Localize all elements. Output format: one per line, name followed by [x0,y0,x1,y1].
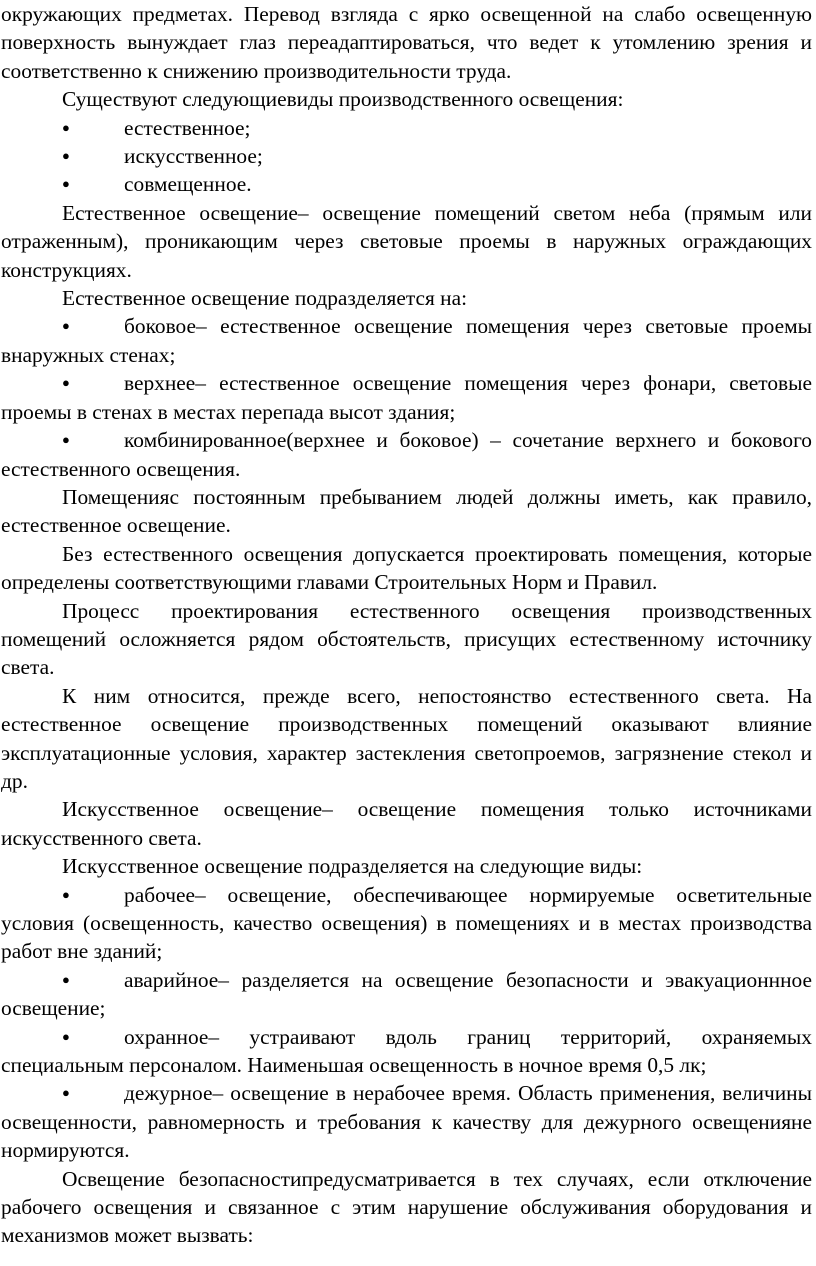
list-item [1,114,812,142]
bullet-icon: ● [62,318,70,334]
bullet-icon: ● [62,176,70,192]
bullet-icon: ● [62,1028,70,1044]
list-item-text: аварийное– разделяется на освещение безопасности и эвакуационнное освещение; [1,967,812,1021]
list-item-text: рабочее– освещение, обеспечивающее нормируемые осветительные условия (освещенность, качество освещения) в помещениях и в местах производства работ вне зданий; [1,882,812,964]
list-item-text: охранное– устраивают вдоль границ территорий, охраняемых специальным персоналом. Наименьшая освещенность в ночное время 0,5 лк; [1,1024,812,1078]
list-item [1,1023,812,1080]
list-item [1,966,812,1023]
text-paragraph: Без естественного освещения допускается проектировать помещения, которые определены соответствующими главами Строительных Норм и Правил. [1,541,812,595]
list-item-text: верхнее– естественное освещение помещения через фонари, световые проемы в стенах в местах перепада высот здания; [1,371,812,424]
bullet-icon: ● [62,119,70,135]
list-item [1,426,812,483]
bullet-icon: ● [62,375,70,391]
list-item [1,369,812,426]
list-item-text: дежурное– освещение в нерабочее время. Область применения, величины освещенности, равномерность и требования к качеству для дежурного освещенияне нормируются. [1,1081,812,1163]
list-item-text: боковое– естественное освещение помещения через световые проемы внаружных стенах; [1,314,812,367]
bullet-icon: ● [62,432,70,448]
text-paragraph: Естественное освещение подразделяется на: [62,286,468,311]
list-item [1,881,812,966]
bullet-icon: ● [62,971,70,987]
list-item-text: естественное; [124,115,251,140]
bullet-icon: ● [62,886,70,902]
list-item [1,1079,812,1164]
list-item-text: комбинированное(верхнее и боковое) – сочетание верхнего и бокового естественного освещения. [1,428,812,481]
bullet-icon: ● [62,1085,70,1101]
text-paragraph: Процесс проектирования естественного освещения производственных помещений осложняется рядом обстоятельств, присущих естественному источнику света. [1,598,812,680]
text-paragraph: окружающих предметах. Перевод взгляда с ярко освещенной на слабо освещенную поверхность вынуждает глаз переадаптироваться, что ведет к утомлению зрения и соответственно к снижению производительности труда. [1,2,812,83]
text-paragraph: К ним относится, прежде всего, непостоянство естественного света. На естественное освещение производственных помещений оказывают влияние эксплуатационные условия, характер застекления светопроемов, загрязнение стекол и др. [1,683,812,793]
bullet-icon: ● [62,148,70,164]
text-paragraph: Существуют следующиевиды производственного освещения: [62,87,624,112]
list-item [1,170,812,198]
list-item-text: совмещенное. [124,172,252,197]
text-paragraph: Искусственное освещение подразделяется на следующие виды: [62,854,643,879]
list-item-text: искусственное; [124,144,263,169]
list-item [1,312,812,369]
text-paragraph: Искусственное освещение– освещение помещения только источниками искусственного света. [1,797,812,850]
text-paragraph: Освещение безопасностипредусматривается в тех случаях, если отключение рабочего освещения и связанное с этим нарушение обслуживания оборудования и механизмов может вызвать: [1,1166,812,1248]
text-paragraph: Помещенияс постоянным пребыванием людей должны иметь, как правило, естественное освещение. [1,484,812,538]
text-paragraph: Естественное освещение– освещение помещений светом неба (прямым или отраженным), проникающим через световые проемы в наружных ограждающих конструкциях. [1,200,812,282]
list-item [1,142,812,170]
